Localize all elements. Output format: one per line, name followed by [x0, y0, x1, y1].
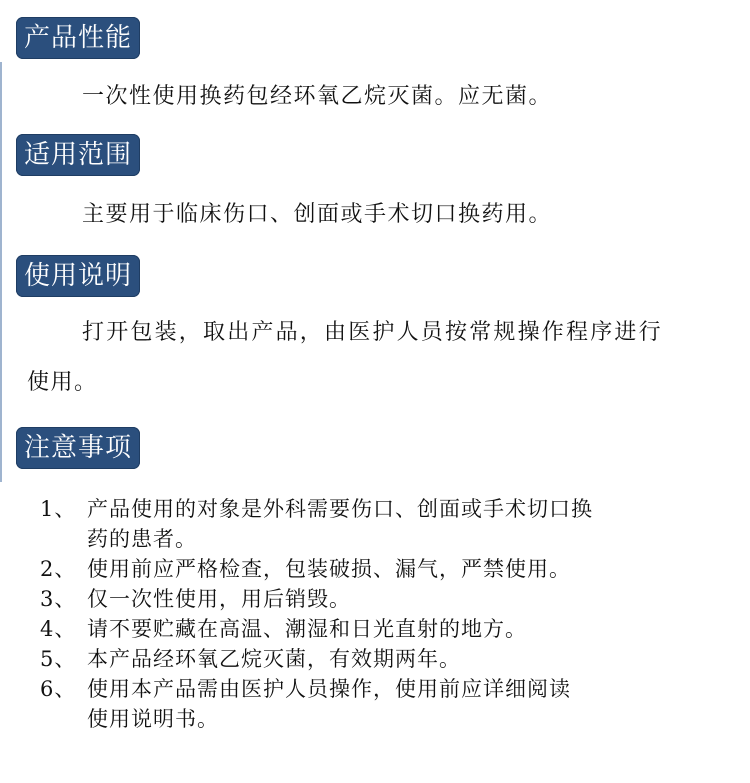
instructions-text-line2: 使用。	[27, 370, 98, 395]
precautions-list	[40, 494, 740, 734]
precaution-text-line1: 仅一次性使用，用后销毁。	[87, 587, 351, 611]
precaution-text-line1: 本产品经环氧乙烷灭菌，有效期两年。	[87, 647, 461, 671]
precaution-number: 6、	[40, 677, 77, 701]
precaution-text-line1: 使用前应严格检查，包装破损、漏气，严禁使用。	[87, 557, 571, 581]
scope-text: 主要用于临床伤口、创面或手术切口换药用。	[82, 202, 553, 227]
precaution-number: 4、	[40, 617, 77, 641]
instructions-text-line1: 打开包装，取出产品，由医护人员按常规操作程序进行	[82, 320, 663, 345]
performance-text: 一次性使用换药包经环氧乙烷灭菌。应无菌。	[82, 84, 553, 109]
precaution-text-line1: 产品使用的对象是外科需要伤口、创面或手术切口换	[87, 497, 593, 521]
section-title-scope: 适用范围	[16, 134, 140, 176]
section-title-instructions: 使用说明	[16, 255, 140, 297]
precaution-number: 1、	[40, 497, 77, 521]
precaution-text-line2: 使用说明书。	[87, 707, 219, 731]
precaution-number: 2、	[40, 557, 77, 581]
precaution-number: 3、	[40, 587, 77, 611]
precaution-item-3	[40, 584, 740, 614]
precaution-item-1	[40, 494, 740, 554]
precaution-number: 5、	[40, 647, 77, 671]
section-title-performance: 产品性能	[16, 17, 140, 59]
precaution-item-6	[40, 674, 740, 734]
left-divider	[0, 62, 2, 482]
precaution-text-line1: 使用本产品需由医护人员操作，使用前应详细阅读	[87, 677, 571, 701]
precaution-text-line2: 药的患者。	[87, 527, 197, 551]
precaution-text-line1: 请不要贮藏在高温、潮湿和日光直射的地方。	[87, 617, 527, 641]
precaution-item-4	[40, 614, 740, 644]
precaution-item-5	[40, 644, 740, 674]
precaution-item-2	[40, 554, 740, 584]
section-title-precautions: 注意事项	[16, 427, 140, 469]
